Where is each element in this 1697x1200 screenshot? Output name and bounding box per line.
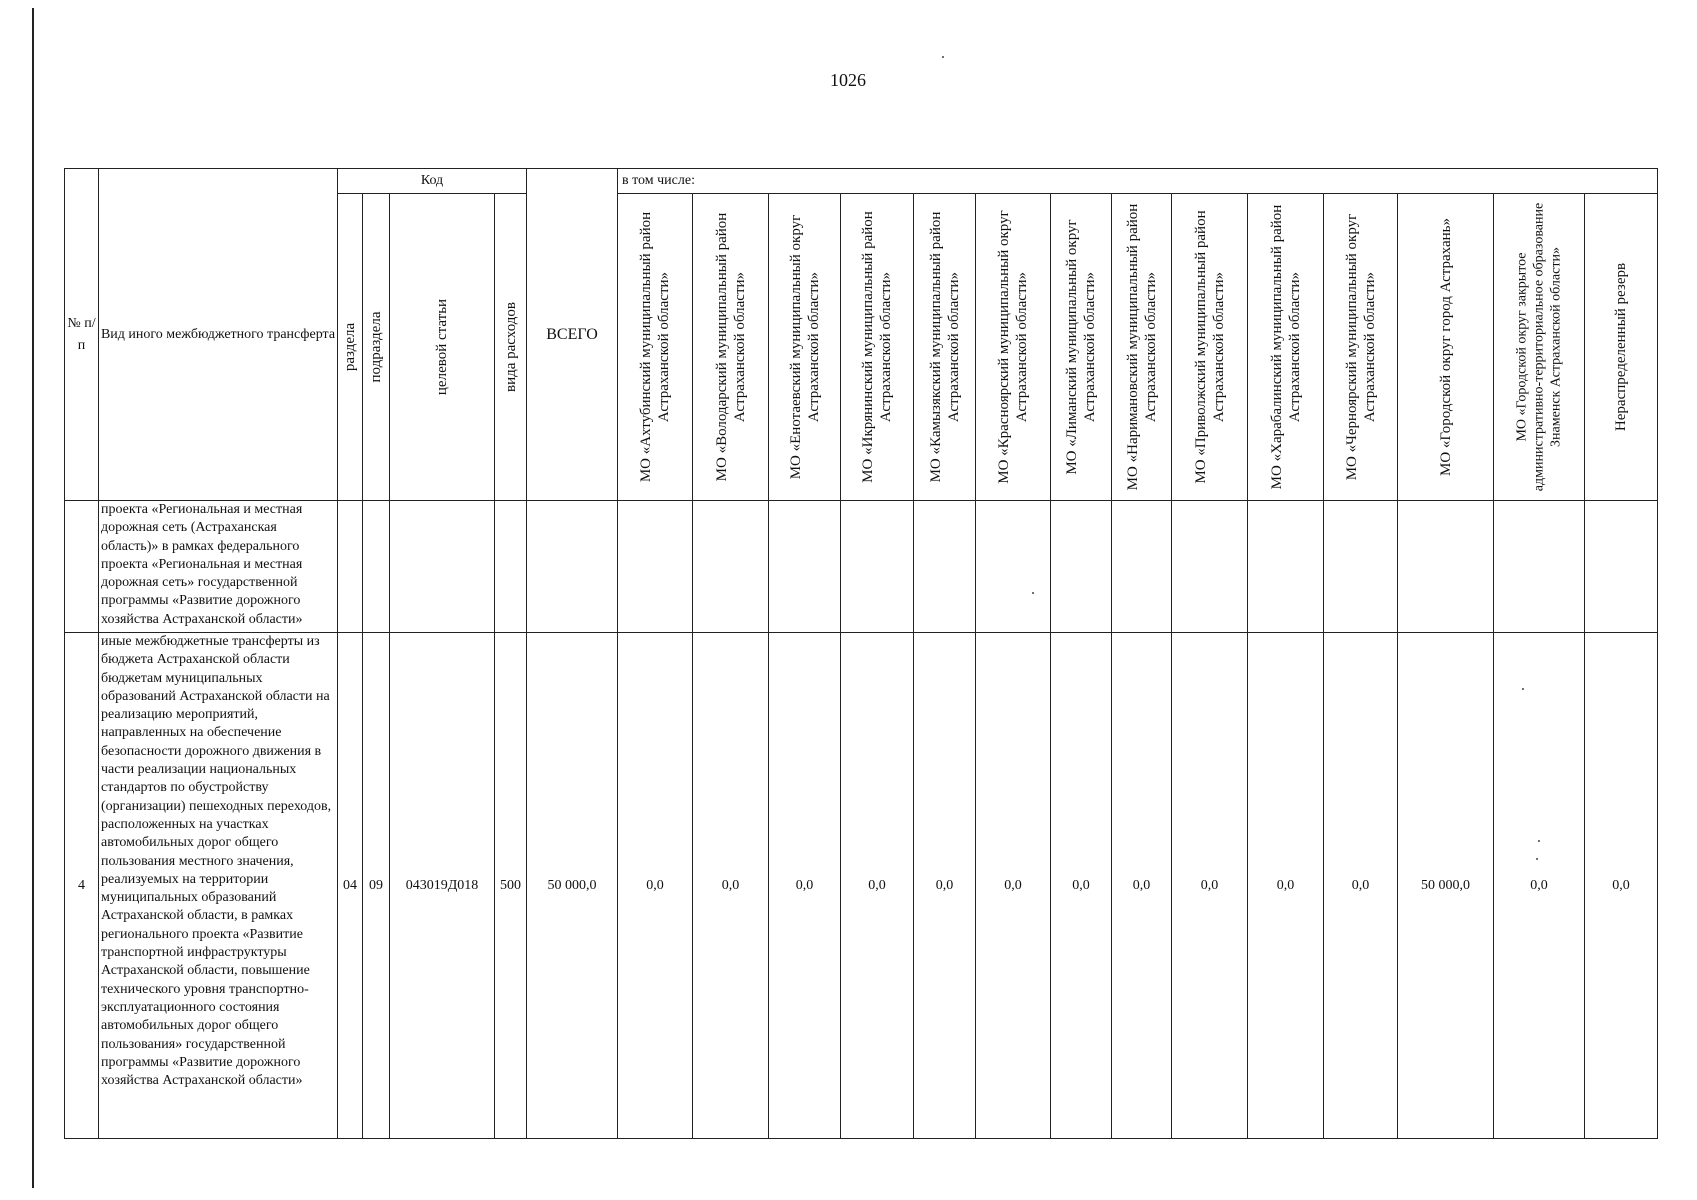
cell-value xyxy=(769,501,841,633)
table-row xyxy=(65,633,1658,1139)
transfers-table xyxy=(64,168,1658,1139)
page-edge-line xyxy=(32,8,34,1188)
header-mo-privolzhsky: МО «Приволжский муниципальный район Астраханской области» xyxy=(1172,194,1248,501)
header-num: № п/п xyxy=(65,169,99,501)
cell-value: 0,0 xyxy=(1248,633,1324,1139)
header-mo-chernoyarsky: МО «Черноярский муниципальный округ Астраханской области» xyxy=(1324,194,1398,501)
cell-value: 0,0 xyxy=(693,633,769,1139)
header-mo-ikryaninsky: МО «Икрянинский муниципальный район Астраханской области» xyxy=(841,194,914,501)
table-row xyxy=(65,501,1658,633)
header-mo-astrakhan: МО «Городской округ город Астрахань» xyxy=(1398,194,1494,501)
cell-num xyxy=(65,501,99,633)
header-mo-znamensk: МО «Городской округ закрытое административно-территориальное образование Знаменск Астраханской области» xyxy=(1494,194,1585,501)
cell-value: 0,0 xyxy=(1112,633,1172,1139)
cell-value xyxy=(976,501,1051,633)
page-number: 1026 xyxy=(830,70,866,90)
cell-target xyxy=(390,501,495,633)
cell-value xyxy=(1398,501,1494,633)
cell-value: 0,0 xyxy=(976,633,1051,1139)
cell-value xyxy=(1051,501,1112,633)
header-mo-krasnoyarsky: МО «Красноярский муниципальный округ Астраханской области» xyxy=(976,194,1051,501)
header-including: в том числе: xyxy=(618,169,1658,194)
scan-speck xyxy=(942,56,944,58)
header-mo-kamyzyaksky: МО «Камызякский муниципальный район Астраханской области» xyxy=(914,194,976,501)
cell-value xyxy=(1585,501,1658,633)
header-mo-narimanovsky: МО «Наримановский муниципальный район Астраханской области» xyxy=(1112,194,1172,501)
cell-value xyxy=(618,501,693,633)
cell-value: 0,0 xyxy=(1585,633,1658,1139)
cell-value: 0,0 xyxy=(1324,633,1398,1139)
cell-value xyxy=(841,501,914,633)
cell-value: 0,0 xyxy=(1172,633,1248,1139)
header-row-top xyxy=(65,169,1658,194)
cell-podrazdel: 09 xyxy=(363,633,390,1139)
cell-description: иные межбюджетные трансферты из бюджета Астраханской области бюджетам муниципальных образований Астраханской области на реализацию мероприятий, направленных на обеспечение безопасности дорожного движения в части реализации национальных стандартов по обустройству (организации) пешеходных переходов, расположенных на участках автомобильных дорог общего пользования местного значения, реализуемых на территории муниципальных образований Астраханской области, в рамках регионального проекта «Развитие транспортной инфраструктуры Астраханской области, повышение технического уровня транспортно-эксплуатационного состояния автомобильных дорог общего пользования» государственной программы «Развитие дорожного хозяйства Астраханской области» xyxy=(99,633,338,1139)
cell-podrazdel xyxy=(363,501,390,633)
header-code-vid: вида расходов xyxy=(495,194,527,501)
header-code-target: целевой статьи xyxy=(390,194,495,501)
cell-value xyxy=(1172,501,1248,633)
cell-razdel xyxy=(338,501,363,633)
cell-value: 50 000,0 xyxy=(1398,633,1494,1139)
cell-total: 50 000,0 xyxy=(527,633,618,1139)
cell-value: 0,0 xyxy=(618,633,693,1139)
cell-value: 0,0 xyxy=(769,633,841,1139)
cell-value xyxy=(693,501,769,633)
cell-value: 0,0 xyxy=(1494,633,1585,1139)
cell-vid: 500 xyxy=(495,633,527,1139)
cell-description: проекта «Региональная и местная дорожная сеть (Астраханская область)» в рамках федерального проекта «Региональная и местная дорожная сеть» государственной программы «Развитие дорожного хозяйства Астраханской области» xyxy=(99,501,338,633)
cell-value xyxy=(1494,501,1585,633)
header-mo-volodarsky: МО «Володарский муниципальный район Астраханской области» xyxy=(693,194,769,501)
cell-vid xyxy=(495,501,527,633)
cell-value: 0,0 xyxy=(914,633,976,1139)
header-code-razdel: раздела xyxy=(338,194,363,501)
cell-target: 043019Д018 xyxy=(390,633,495,1139)
cell-value: 0,0 xyxy=(1051,633,1112,1139)
cell-total xyxy=(527,501,618,633)
header-mo-limansky: МО «Лиманский муниципальный округ Астраханской области» xyxy=(1051,194,1112,501)
header-code-podrazdel: подраздела xyxy=(363,194,390,501)
header-mo-kharabalinsky: МО «Харабалинский муниципальный район Астраханской области» xyxy=(1248,194,1324,501)
header-mo-enotaevsky: МО «Енотаевский муниципальный округ Астраханской области» xyxy=(769,194,841,501)
cell-value xyxy=(914,501,976,633)
cell-num: 4 xyxy=(65,633,99,1139)
cell-razdel: 04 xyxy=(338,633,363,1139)
cell-value: 0,0 xyxy=(841,633,914,1139)
header-code: Код xyxy=(338,169,527,194)
cell-value xyxy=(1112,501,1172,633)
cell-value xyxy=(1248,501,1324,633)
cell-value xyxy=(1324,501,1398,633)
header-mo-akhtubinsky: МО «Ахтубинский муниципальный район Астраханской области» xyxy=(618,194,693,501)
header-total: ВСЕГО xyxy=(527,169,618,501)
header-reserve: Нераспределенный резерв xyxy=(1585,194,1658,501)
header-transfer-type: Вид иного межбюджетного трансферта xyxy=(99,169,338,501)
